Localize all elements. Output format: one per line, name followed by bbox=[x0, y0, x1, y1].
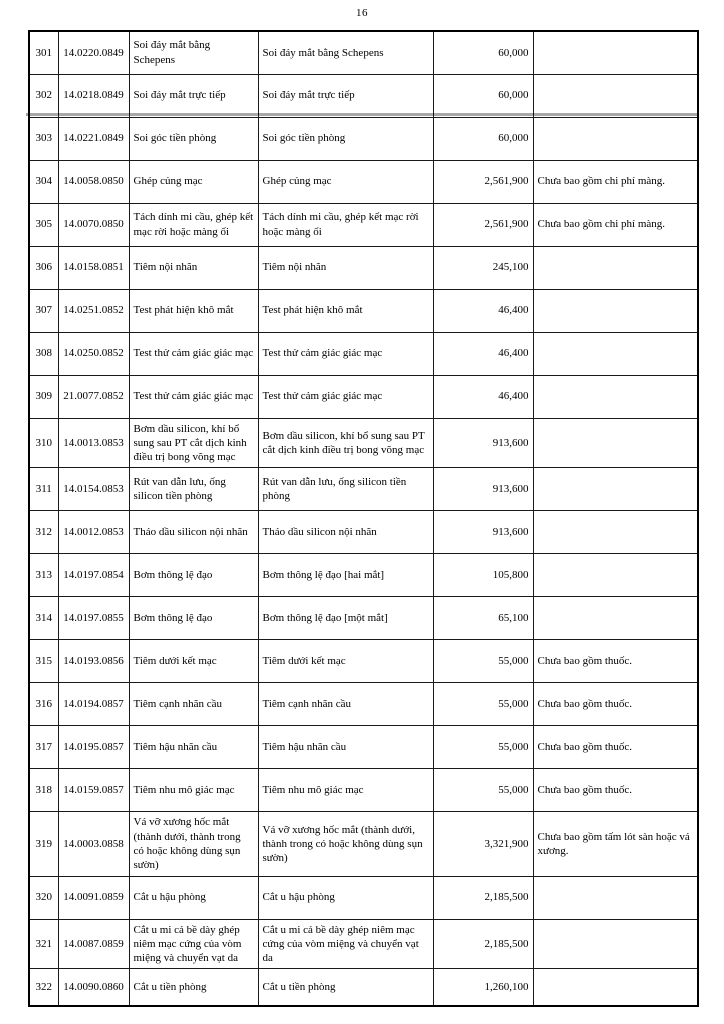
service-name-cell: Test thử cảm giác giác mạc bbox=[129, 332, 258, 375]
service-name-alt-cell: Cắt u tiền phòng bbox=[258, 969, 433, 1006]
note-cell bbox=[533, 919, 698, 969]
table-row bbox=[29, 74, 698, 117]
price-cell: 2,185,500 bbox=[433, 919, 533, 969]
price-cell: 2,561,900 bbox=[433, 160, 533, 203]
service-name-cell: Ghép củng mạc bbox=[129, 160, 258, 203]
table-row bbox=[29, 554, 698, 597]
note-cell: Chưa bao gồm tấm lót sàn hoặc vá xương. bbox=[533, 812, 698, 876]
note-cell: Chưa bao gồm chi phí màng. bbox=[533, 203, 698, 246]
note-cell: Chưa bao gồm thuốc. bbox=[533, 683, 698, 726]
price-cell: 60,000 bbox=[433, 31, 533, 74]
row-number-cell: 318 bbox=[29, 769, 58, 812]
service-name-cell: Tiêm nhu mô giác mạc bbox=[129, 769, 258, 812]
service-name-cell: Soi đáy mắt bằng Schepens bbox=[129, 31, 258, 74]
price-cell: 245,100 bbox=[433, 246, 533, 289]
row-number-cell: 301 bbox=[29, 31, 58, 74]
service-name-alt-cell: Soi đáy mắt trực tiếp bbox=[258, 74, 433, 117]
code-cell: 14.0091.0859 bbox=[58, 876, 129, 919]
code-cell: 14.0159.0857 bbox=[58, 769, 129, 812]
service-name-alt-cell: Bơm dầu silicon, khí bổ sung sau PT cắt dịch kinh điều trị bong võng mạc bbox=[258, 418, 433, 468]
table-row bbox=[29, 31, 698, 74]
table-row bbox=[29, 468, 698, 511]
note-cell bbox=[533, 332, 698, 375]
service-name-alt-cell: Tiêm hậu nhãn cầu bbox=[258, 726, 433, 769]
row-number-cell: 312 bbox=[29, 511, 58, 554]
row-number-cell: 309 bbox=[29, 375, 58, 418]
price-cell: 2,561,900 bbox=[433, 203, 533, 246]
price-cell: 55,000 bbox=[433, 769, 533, 812]
service-name-alt-cell: Ghép củng mạc bbox=[258, 160, 433, 203]
row-number-cell: 319 bbox=[29, 812, 58, 876]
table-row bbox=[29, 640, 698, 683]
code-cell: 14.0221.0849 bbox=[58, 117, 129, 160]
service-name-alt-cell: Vá vỡ xương hốc mắt (thành dưới, thành trong có hoặc không dùng sụn sườn) bbox=[258, 812, 433, 876]
service-name-cell: Cắt u tiền phòng bbox=[129, 969, 258, 1006]
code-cell: 14.0090.0860 bbox=[58, 969, 129, 1006]
row-number-cell: 305 bbox=[29, 203, 58, 246]
service-name-cell: Tách dính mi cầu, ghép kết mạc rời hoặc màng ối bbox=[129, 203, 258, 246]
table-row bbox=[29, 203, 698, 246]
code-cell: 14.0158.0851 bbox=[58, 246, 129, 289]
row-number-cell: 315 bbox=[29, 640, 58, 683]
price-cell: 55,000 bbox=[433, 726, 533, 769]
code-cell: 14.0251.0852 bbox=[58, 289, 129, 332]
row-number-cell: 322 bbox=[29, 969, 58, 1006]
service-name-alt-cell: Cắt u hậu phòng bbox=[258, 876, 433, 919]
row-number-cell: 317 bbox=[29, 726, 58, 769]
code-cell: 14.0220.0849 bbox=[58, 31, 129, 74]
price-cell: 65,100 bbox=[433, 597, 533, 640]
table-row bbox=[29, 117, 698, 160]
row-number-cell: 307 bbox=[29, 289, 58, 332]
code-cell: 14.0197.0854 bbox=[58, 554, 129, 597]
service-name-cell: Soi đáy mắt trực tiếp bbox=[129, 74, 258, 117]
code-cell: 14.0003.0858 bbox=[58, 812, 129, 876]
note-cell bbox=[533, 969, 698, 1006]
note-cell bbox=[533, 418, 698, 468]
code-cell: 14.0193.0856 bbox=[58, 640, 129, 683]
service-name-cell: Tháo dầu silicon nội nhãn bbox=[129, 511, 258, 554]
service-name-alt-cell: Bơm thông lệ đạo [một mắt] bbox=[258, 597, 433, 640]
fee-table bbox=[28, 30, 699, 1007]
service-name-cell: Vá vỡ xương hốc mắt (thành dưới, thành trong có hoặc không dùng sụn sườn) bbox=[129, 812, 258, 876]
table-row bbox=[29, 246, 698, 289]
service-name-cell: Cắt u mi cả bề dày ghép niêm mạc cứng của vòm miệng và chuyển vạt da bbox=[129, 919, 258, 969]
row-number-cell: 308 bbox=[29, 332, 58, 375]
row-number-cell: 306 bbox=[29, 246, 58, 289]
note-cell bbox=[533, 468, 698, 511]
table-row bbox=[29, 511, 698, 554]
row-number-cell: 320 bbox=[29, 876, 58, 919]
row-number-cell: 321 bbox=[29, 919, 58, 969]
row-number-cell: 303 bbox=[29, 117, 58, 160]
price-cell: 1,260,100 bbox=[433, 969, 533, 1006]
row-number-cell: 313 bbox=[29, 554, 58, 597]
code-cell: 14.0012.0853 bbox=[58, 511, 129, 554]
price-cell: 913,600 bbox=[433, 418, 533, 468]
table-row bbox=[29, 289, 698, 332]
price-cell: 55,000 bbox=[433, 640, 533, 683]
table-row bbox=[29, 375, 698, 418]
table-row bbox=[29, 683, 698, 726]
service-name-alt-cell: Test thử cảm giác giác mạc bbox=[258, 375, 433, 418]
price-cell: 46,400 bbox=[433, 332, 533, 375]
table-row bbox=[29, 769, 698, 812]
note-cell bbox=[533, 511, 698, 554]
code-cell: 21.0077.0852 bbox=[58, 375, 129, 418]
service-name-cell: Bơm thông lệ đạo bbox=[129, 597, 258, 640]
code-cell: 14.0058.0850 bbox=[58, 160, 129, 203]
price-cell: 60,000 bbox=[433, 117, 533, 160]
price-cell: 3,321,900 bbox=[433, 812, 533, 876]
price-cell: 105,800 bbox=[433, 554, 533, 597]
row-number-cell: 302 bbox=[29, 74, 58, 117]
row-number-cell: 311 bbox=[29, 468, 58, 511]
table-row bbox=[29, 919, 698, 969]
price-cell: 60,000 bbox=[433, 74, 533, 117]
note-cell bbox=[533, 289, 698, 332]
service-name-alt-cell: Rút van dẫn lưu, ống silicon tiền phòng bbox=[258, 468, 433, 511]
price-cell: 2,185,500 bbox=[433, 876, 533, 919]
row-number-cell: 310 bbox=[29, 418, 58, 468]
service-name-alt-cell: Tiêm cạnh nhãn cầu bbox=[258, 683, 433, 726]
table-row bbox=[29, 332, 698, 375]
service-name-cell: Soi góc tiền phòng bbox=[129, 117, 258, 160]
service-name-alt-cell: Tiêm nhu mô giác mạc bbox=[258, 769, 433, 812]
code-cell: 14.0194.0857 bbox=[58, 683, 129, 726]
service-name-cell: Test thử cảm giác giác mạc bbox=[129, 375, 258, 418]
code-cell: 14.0087.0859 bbox=[58, 919, 129, 969]
service-name-alt-cell: Test phát hiện khô mắt bbox=[258, 289, 433, 332]
note-cell bbox=[533, 375, 698, 418]
row-number-cell: 314 bbox=[29, 597, 58, 640]
service-name-cell: Tiêm nội nhãn bbox=[129, 246, 258, 289]
note-cell bbox=[533, 554, 698, 597]
note-cell bbox=[533, 876, 698, 919]
price-cell: 913,600 bbox=[433, 511, 533, 554]
table-row bbox=[29, 726, 698, 769]
note-cell: Chưa bao gồm thuốc. bbox=[533, 726, 698, 769]
code-cell: 14.0197.0855 bbox=[58, 597, 129, 640]
code-cell: 14.0013.0853 bbox=[58, 418, 129, 468]
code-cell: 14.0070.0850 bbox=[58, 203, 129, 246]
service-name-alt-cell: Bơm thông lệ đạo [hai mắt] bbox=[258, 554, 433, 597]
service-name-cell: Cắt u hậu phòng bbox=[129, 876, 258, 919]
code-cell: 14.0195.0857 bbox=[58, 726, 129, 769]
fee-table-body bbox=[29, 31, 698, 1006]
price-cell: 46,400 bbox=[433, 375, 533, 418]
row-number-cell: 316 bbox=[29, 683, 58, 726]
service-name-alt-cell: Test thử cảm giác giác mạc bbox=[258, 332, 433, 375]
note-cell bbox=[533, 31, 698, 74]
note-cell: Chưa bao gồm chi phí màng. bbox=[533, 160, 698, 203]
table-row bbox=[29, 418, 698, 468]
service-name-cell: Bơm thông lệ đạo bbox=[129, 554, 258, 597]
table-row bbox=[29, 812, 698, 876]
note-cell bbox=[533, 117, 698, 160]
note-cell bbox=[533, 597, 698, 640]
note-cell: Chưa bao gồm thuốc. bbox=[533, 640, 698, 683]
note-cell bbox=[533, 246, 698, 289]
code-cell: 14.0218.0849 bbox=[58, 74, 129, 117]
table-row bbox=[29, 876, 698, 919]
service-name-cell: Test phát hiện khô mắt bbox=[129, 289, 258, 332]
price-cell: 55,000 bbox=[433, 683, 533, 726]
service-name-alt-cell: Cắt u mi cả bề dày ghép niêm mạc cứng của vòm miệng và chuyển vạt da bbox=[258, 919, 433, 969]
service-name-alt-cell: Tiêm nội nhãn bbox=[258, 246, 433, 289]
service-name-alt-cell: Tiêm dưới kết mạc bbox=[258, 640, 433, 683]
price-cell: 913,600 bbox=[433, 468, 533, 511]
note-cell bbox=[533, 74, 698, 117]
service-name-cell: Tiêm dưới kết mạc bbox=[129, 640, 258, 683]
code-cell: 14.0250.0852 bbox=[58, 332, 129, 375]
note-cell: Chưa bao gồm thuốc. bbox=[533, 769, 698, 812]
table-row bbox=[29, 597, 698, 640]
row-number-cell: 304 bbox=[29, 160, 58, 203]
table-row bbox=[29, 160, 698, 203]
code-cell: 14.0154.0853 bbox=[58, 468, 129, 511]
price-cell: 46,400 bbox=[433, 289, 533, 332]
service-name-cell: Rút van dẫn lưu, ống silicon tiền phòng bbox=[129, 468, 258, 511]
table-row bbox=[29, 969, 698, 1006]
service-name-alt-cell: Soi góc tiền phòng bbox=[258, 117, 433, 160]
service-name-alt-cell: Tách dính mi cầu, ghép kết mạc rời hoặc màng ối bbox=[258, 203, 433, 246]
service-name-alt-cell: Tháo dầu silicon nội nhãn bbox=[258, 511, 433, 554]
page-number: 16 bbox=[356, 7, 368, 19]
service-name-cell: Tiêm cạnh nhãn cầu bbox=[129, 683, 258, 726]
service-name-alt-cell: Soi đáy mắt bằng Schepens bbox=[258, 31, 433, 74]
service-name-cell: Tiêm hậu nhãn cầu bbox=[129, 726, 258, 769]
service-name-cell: Bơm dầu silicon, khí bổ sung sau PT cắt dịch kinh điều trị bong võng mạc bbox=[129, 418, 258, 468]
